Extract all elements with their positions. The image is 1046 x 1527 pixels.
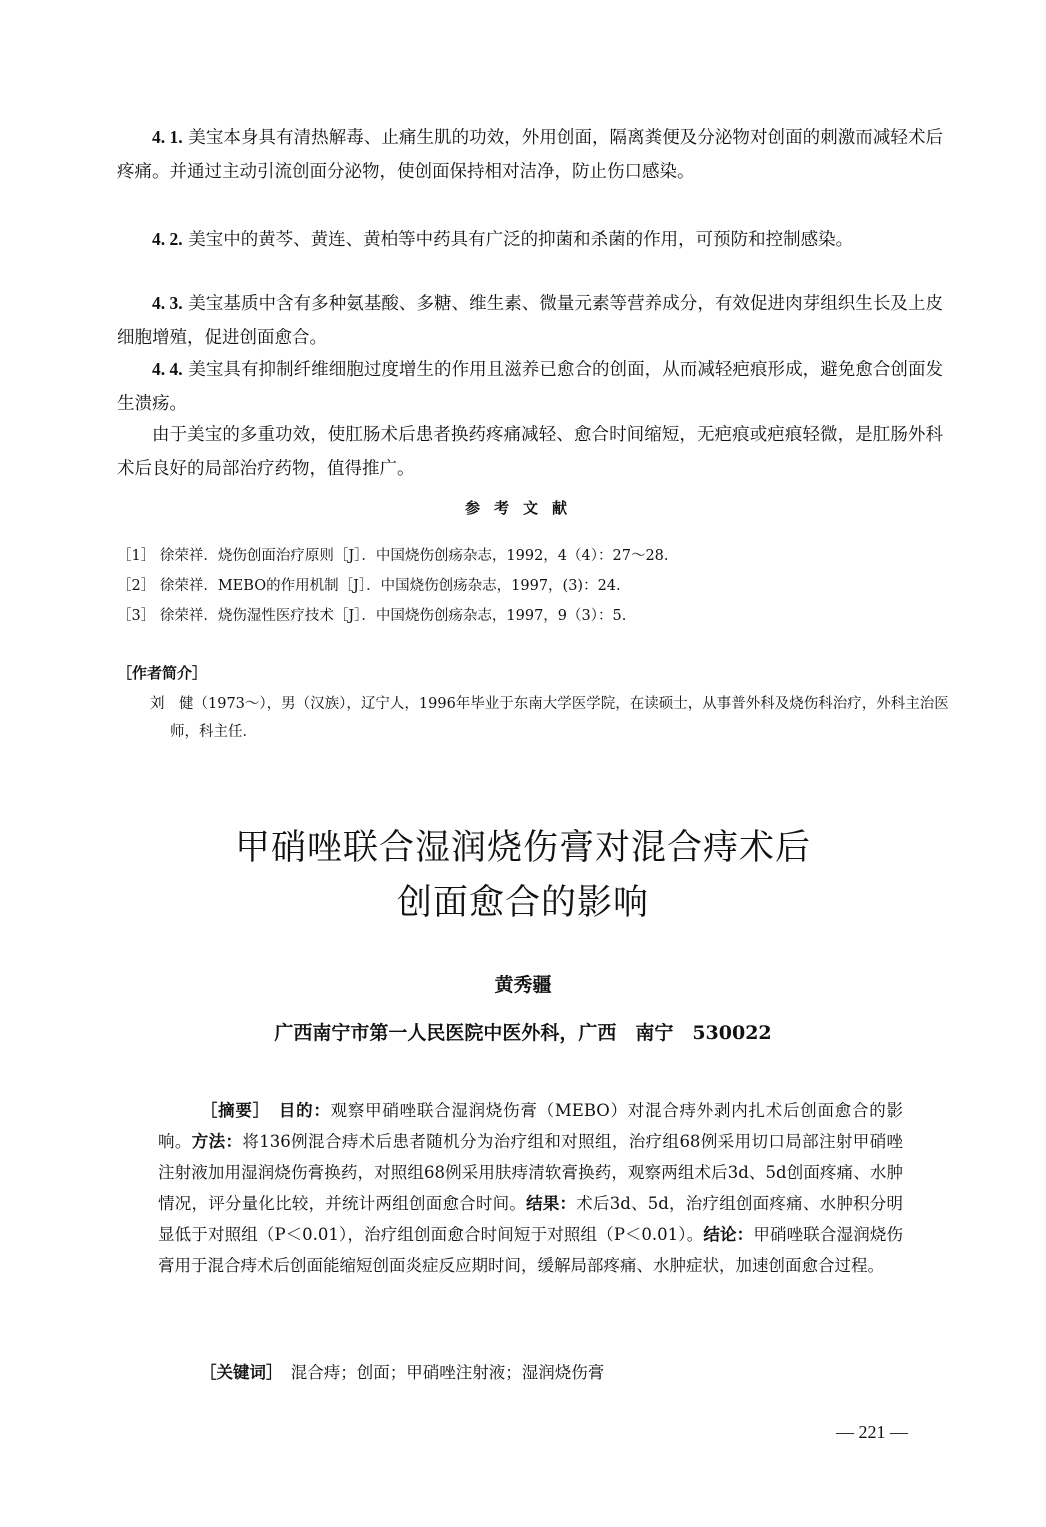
objective-text: 观察甲硝唑联合湿润烧伤膏（MEBO）对混合痔外剥内扎术后创面愈合的影响。 <box>158 1101 904 1151</box>
body-paragraph-4-2 <box>117 222 943 257</box>
article-title-line-1: 甲硝唑联合湿润烧伤膏对混合痔术后 <box>234 828 811 868</box>
body-paragraph-summary <box>117 418 943 486</box>
keywords <box>200 1357 604 1388</box>
methods-label: 方法： <box>191 1132 243 1151</box>
body-paragraph-4-1 <box>117 120 943 189</box>
objective-label: 目的： <box>278 1101 331 1120</box>
reference-list <box>117 541 943 631</box>
conclusion-text: 甲硝唑联合湿润烧伤膏用于混合痔术后创面能缩短创面炎症反应期时间，缓解局部疼痛、水肿症状，加速创面愈合过程。 <box>158 1225 904 1275</box>
body-paragraph-4-4 <box>117 352 943 421</box>
results-text: 术后3d、5d，治疗组创面疼痛、水肿积分明显低于对照组（P＜0.01），治疗组创面愈合时间短于对照组（P＜0.01）。 <box>158 1194 904 1244</box>
keywords-text: 混合痔；创面；甲硝唑注射液；湿润烧伤膏 <box>290 1363 605 1382</box>
author-affiliation: 广西南宁市第一人民医院中医外科，广西 南宁 530022 <box>274 1022 772 1044</box>
paragraph-text: 美宝中的黄芩、黄连、黄柏等中药具有广泛的抑菌和杀菌的作用，可预防和控制感染。 <box>182 230 854 250</box>
author-bio-text: 刘 健（1973～），男（汉族），辽宁人，1996年毕业于东南大学医学院，在读硕士，从事普外科及烧伤科治疗，外科主治医师，科主任． <box>150 696 949 740</box>
section-number: 4. 4. <box>152 359 183 379</box>
section-number: 4. 1. <box>152 127 183 147</box>
page-number: — 221 — <box>836 1422 908 1442</box>
body-paragraph-4-3 <box>117 286 943 355</box>
paragraph-text: 由于美宝的多重功效，使肛肠术后患者换药疼痛减轻、愈合时间缩短，无疤痕或疤痕轻微，是肛肠外科术后良好的局部治疗药物，值得推广。 <box>117 425 943 479</box>
reference-item: ［1］ 徐荣祥．烧伤创面治疗原则［J］．中国烧伤创疡杂志，1992，4（4）：27～28. <box>117 548 669 564</box>
article-author: 黄秀疆 <box>494 974 552 996</box>
results-label: 结果： <box>526 1194 577 1213</box>
abstract-tag: ［摘要］ <box>200 1101 262 1120</box>
article-title-line-2: 创面愈合的影响 <box>396 883 649 923</box>
reference-item: ［3］ 徐荣祥．烧伤湿性医疗技术［J］．中国烧伤创疡杂志，1997，9（3）：5. <box>117 608 627 624</box>
keywords-tag: ［关键词］ <box>200 1363 275 1382</box>
section-number: 4. 2. <box>152 229 183 249</box>
paragraph-text: 美宝基质中含有多种氨基酸、多糖、维生素、微量元素等营养成分，有效促进肉芽组织生长及上皮细胞增殖，促进创面愈合。 <box>117 294 944 348</box>
section-number: 4. 3. <box>152 293 183 313</box>
references-heading: 参考文献 <box>464 499 581 517</box>
paragraph-text: 美宝具有抑制纤维细胞过度增生的作用且滋养已愈合的创面，从而减轻疤痕形成，避免愈合创面发生溃疡。 <box>117 360 944 414</box>
abstract <box>158 1095 903 1281</box>
reference-item: ［2］ 徐荣祥．MEBO的作用机制［J］．中国烧伤创疡杂志，1997，(3)：24. <box>117 578 621 594</box>
conclusion-label: 结论： <box>703 1225 754 1244</box>
author-bio-heading: ［作者简介］ <box>117 664 208 682</box>
methods-text: 将136例混合痔术后患者随机分为治疗组和对照组，治疗组68例采用切口局部注射甲硝唑注射液加用湿润烧伤膏换药，对照组68例采用肤痔清软膏换药，观察两组术后3d、5d创面疼痛、水肿情况，评分量化比较，并统计两组创面愈合时间。 <box>158 1132 904 1213</box>
paragraph-text: 美宝本身具有清热解毒、止痛生肌的功效，外用创面，隔离粪便及分泌物对创面的刺激而减轻术后疼痛。并通过主动引流创面分泌物，使创面保持相对洁净，防止伤口感染。 <box>117 128 944 182</box>
